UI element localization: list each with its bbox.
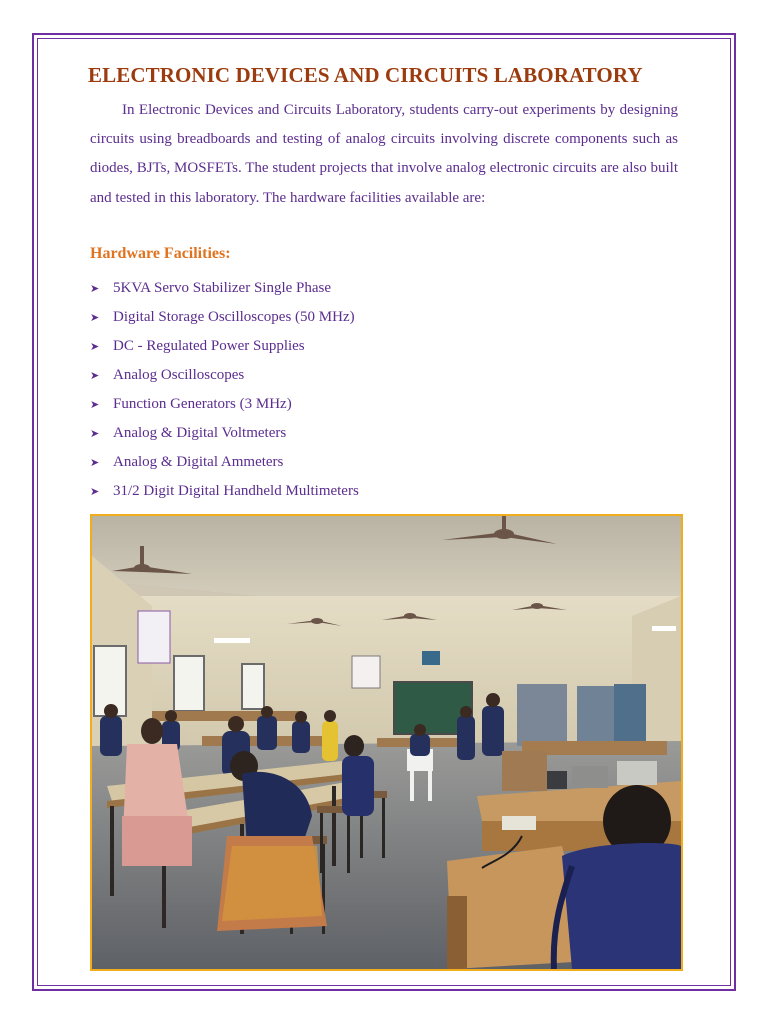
facility-item [90,274,359,303]
arrow-bullet-icon: ➤ [90,485,100,498]
arrow-bullet-icon: ➤ [90,427,100,440]
arrow-bullet-icon: ➤ [90,340,100,353]
facility-item [90,303,359,332]
facility-label: 31/2 Digit Digital Handheld Multimeters [113,483,359,499]
facility-label: 5KVA Servo Stabilizer Single Phase [113,280,332,296]
facility-item [90,390,359,419]
facility-label: Analog & Digital Ammeters [113,454,284,470]
facility-label: Analog Oscilloscopes [113,367,245,383]
arrow-bullet-icon: ➤ [90,311,100,324]
intro-paragraph: In Electronic Devices and Circuits Laboratory, students carry-out experiments by designing circuits using breadboards and testing of analog circuits involving discrete components such as diodes, BJTs, MOSFETs. The student projects that involve analog electronic circuits are also built and tested in this laboratory. The hardware facilities available are: [90,102,678,206]
facility-label: Analog & Digital Voltmeters [113,425,287,441]
laboratory-photo [90,514,683,971]
laboratory-scene-illustration [92,516,681,969]
arrow-bullet-icon: ➤ [90,456,100,469]
facility-item [90,477,359,506]
facility-label: Function Generators (3 MHz) [113,396,292,412]
page-title: ELECTRONIC DEVICES AND CIRCUITS LABORATORY [88,63,643,87]
facility-label: Digital Storage Oscilloscopes (50 MHz) [113,309,355,325]
hardware-facilities-heading: Hardware Facilities: [90,245,231,262]
facility-item [90,332,359,361]
facility-label: DC - Regulated Power Supplies [113,338,305,354]
facility-item [90,448,359,477]
facility-item [90,361,359,390]
arrow-bullet-icon: ➤ [90,398,100,411]
arrow-bullet-icon: ➤ [90,369,100,382]
facility-item [90,419,359,448]
arrow-bullet-icon: ➤ [90,282,100,295]
facilities-list [90,274,359,506]
